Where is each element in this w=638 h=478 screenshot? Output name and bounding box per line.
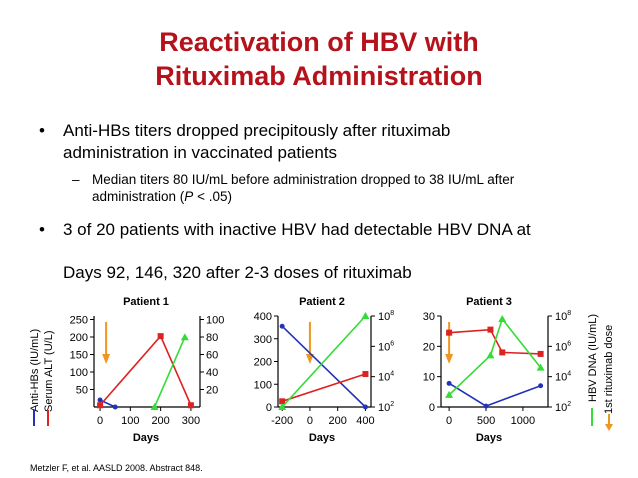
p1-title: Patient 1	[123, 296, 169, 308]
p3-y-dna-tick-label: $10^2$	[555, 401, 572, 414]
p3-y-dna-tick-label: $10^4$	[555, 370, 572, 384]
p1-series-2-point	[158, 333, 164, 339]
p2-x-tick-label: 400	[356, 415, 375, 427]
p3-x-tick-label: 1000	[510, 415, 536, 427]
p3-y-dna-tick-exponent: 2	[567, 401, 572, 408]
sub-bullet-line2-pre: administration (	[92, 189, 185, 204]
p3-y-left-tick-label: 10	[422, 371, 435, 384]
p1-x-tick-label: 100	[121, 415, 140, 427]
p3-y-left-tick-label: 0	[428, 402, 435, 414]
p2-series-3-point	[361, 312, 369, 319]
p3-x-tick-label: 500	[476, 415, 496, 427]
p2-series-1-line	[282, 326, 365, 407]
p1-dose-arrow-head	[102, 354, 110, 364]
legend-dose-label: 1st rituximab dose	[603, 324, 615, 414]
p1-y-right-tick-label: 80	[206, 332, 219, 344]
p2-y-left-tick-label: 0	[265, 402, 272, 414]
p1-series-1-point	[98, 398, 103, 403]
p2-y-dna-tick-label: $10^6$	[378, 340, 395, 354]
p3-series-2-point	[499, 349, 505, 355]
p2-y-left-tick-label: 100	[253, 379, 272, 392]
p3-series-2-point	[538, 351, 544, 357]
p1-y-left-tick-label: 250	[69, 314, 88, 327]
p3-dose-arrow-head	[445, 354, 453, 364]
p1-y-left-tick-label: 100	[69, 367, 88, 379]
p3-series-3-point	[498, 315, 506, 322]
p3-y-dna-tick-label: $10^6$	[555, 340, 572, 354]
p2-series-1-point	[280, 324, 285, 329]
p1-series-3-point	[181, 333, 189, 340]
p2-y-left-tick-label: 300	[253, 333, 272, 346]
p2-x-tick-label: -200	[271, 415, 294, 427]
p2-y-dna-tick-label: $10^8$	[378, 310, 395, 323]
p1-y-left-tick-label: 50	[75, 384, 88, 397]
p3-series-1-point	[538, 383, 543, 388]
legend-antihbs-label: Anti-HBs (IU/mL)	[29, 328, 41, 412]
p3-y-left-tick-label: 20	[422, 341, 435, 354]
p1-series-2-point	[97, 402, 103, 408]
bullet-2-glyph: •	[39, 220, 45, 239]
p3-y-left-tick-label: 30	[422, 311, 435, 323]
bullet-1-line2: administration in vaccinated patients	[63, 143, 338, 162]
p2-x-tick-label: 0	[306, 415, 313, 427]
p3-series-2-point	[487, 327, 493, 333]
p2-y-dna-tick-exponent: 8	[390, 310, 395, 317]
bullet-2-line2: Days 92, 146, 320 after 2-3 doses of rituximab	[63, 263, 412, 282]
p1-series-1-point	[113, 405, 118, 410]
p-value-italic: P	[184, 189, 194, 204]
p2-y-dna-tick-exponent: 6	[390, 340, 395, 348]
p3-series-3-point	[486, 351, 494, 358]
p1-series-2-line	[100, 336, 191, 405]
p3-y-dna-tick-exponent: 6	[567, 340, 572, 348]
p3-x-tick-label: 0	[446, 415, 453, 427]
p3-y-dna-tick-exponent: 8	[567, 310, 572, 317]
p1-y-right-tick-label: 60	[206, 349, 219, 362]
sub-bullet-line2-post: < .05)	[193, 189, 232, 204]
p2-series-2-line	[282, 374, 365, 401]
p2-series-2-point	[362, 371, 368, 377]
p1-y-right-tick-label: 100	[206, 314, 225, 327]
p2-x-tick-label: 200	[328, 415, 347, 427]
p1-y-left-tick-label: 150	[69, 349, 88, 362]
bullet-1-glyph: •	[39, 121, 45, 140]
sub-bullet-glyph: –	[72, 172, 80, 187]
p2-y-left-tick-label: 400	[253, 311, 272, 323]
p1-x-tick-label: 0	[96, 415, 104, 427]
p3-series-3-line	[449, 319, 541, 395]
p1-y-right-tick-label: 20	[206, 384, 219, 397]
p3-y-dna-tick-label: $10^8$	[555, 310, 572, 323]
p3-xlabel: Days	[475, 432, 503, 444]
p2-y-dna-tick-label: $10^4$	[378, 370, 395, 384]
p2-title: Patient 2	[299, 296, 345, 308]
p3-title: Patient 3	[466, 296, 512, 308]
slide-title-line1: Reactivation of HBV with	[159, 27, 479, 57]
p1-x-tick-label: 200	[151, 415, 170, 427]
bullet-2-line1: 3 of 20 patients with inactive HBV had detectable HBV DNA at	[63, 220, 531, 239]
p3-series-1-point	[447, 381, 452, 386]
p3-series-2-point	[446, 330, 452, 336]
p2-y-dna-tick-label: $10^2$	[378, 401, 395, 414]
p1-y-left-tick-label: 200	[69, 332, 88, 344]
p3-series-1-line	[449, 383, 541, 406]
p1-series-3-line	[155, 337, 185, 407]
p2-y-dna-tick-exponent: 4	[390, 370, 395, 378]
p2-y-left-tick-label: 200	[253, 356, 272, 369]
p2-xlabel: Days	[308, 432, 336, 444]
p1-y-right-tick-label: 40	[206, 367, 219, 379]
bullet-1-line1: Anti-HBs titers dropped precipitously after rituximab	[63, 121, 451, 140]
legend-dna-label: HBV DNA (IU/mL)	[587, 313, 599, 402]
p1-series-2-point	[188, 402, 194, 408]
p3-y-dna-tick-exponent: 4	[567, 370, 572, 378]
p2-series-3-line	[282, 316, 365, 407]
p1-x-tick-label: 300	[181, 415, 201, 427]
p2-y-dna-tick-exponent: 2	[390, 401, 395, 408]
sub-bullet-line1: Median titers 80 IU/mL before administration dropped to 38 IU/mL after	[92, 172, 515, 187]
citation: Metzler F, et al. AASLD 2008. Abstract 848.	[30, 463, 203, 473]
p2-series-1-point	[363, 405, 368, 410]
legend-alt-label: Serum ALT (U/L)	[43, 330, 55, 412]
slide-title-line2: Rituximab Administration	[155, 61, 483, 91]
p1-xlabel: Days	[132, 432, 160, 444]
p3-series-1-point	[484, 404, 489, 409]
legend-dose-swatch	[605, 414, 613, 431]
